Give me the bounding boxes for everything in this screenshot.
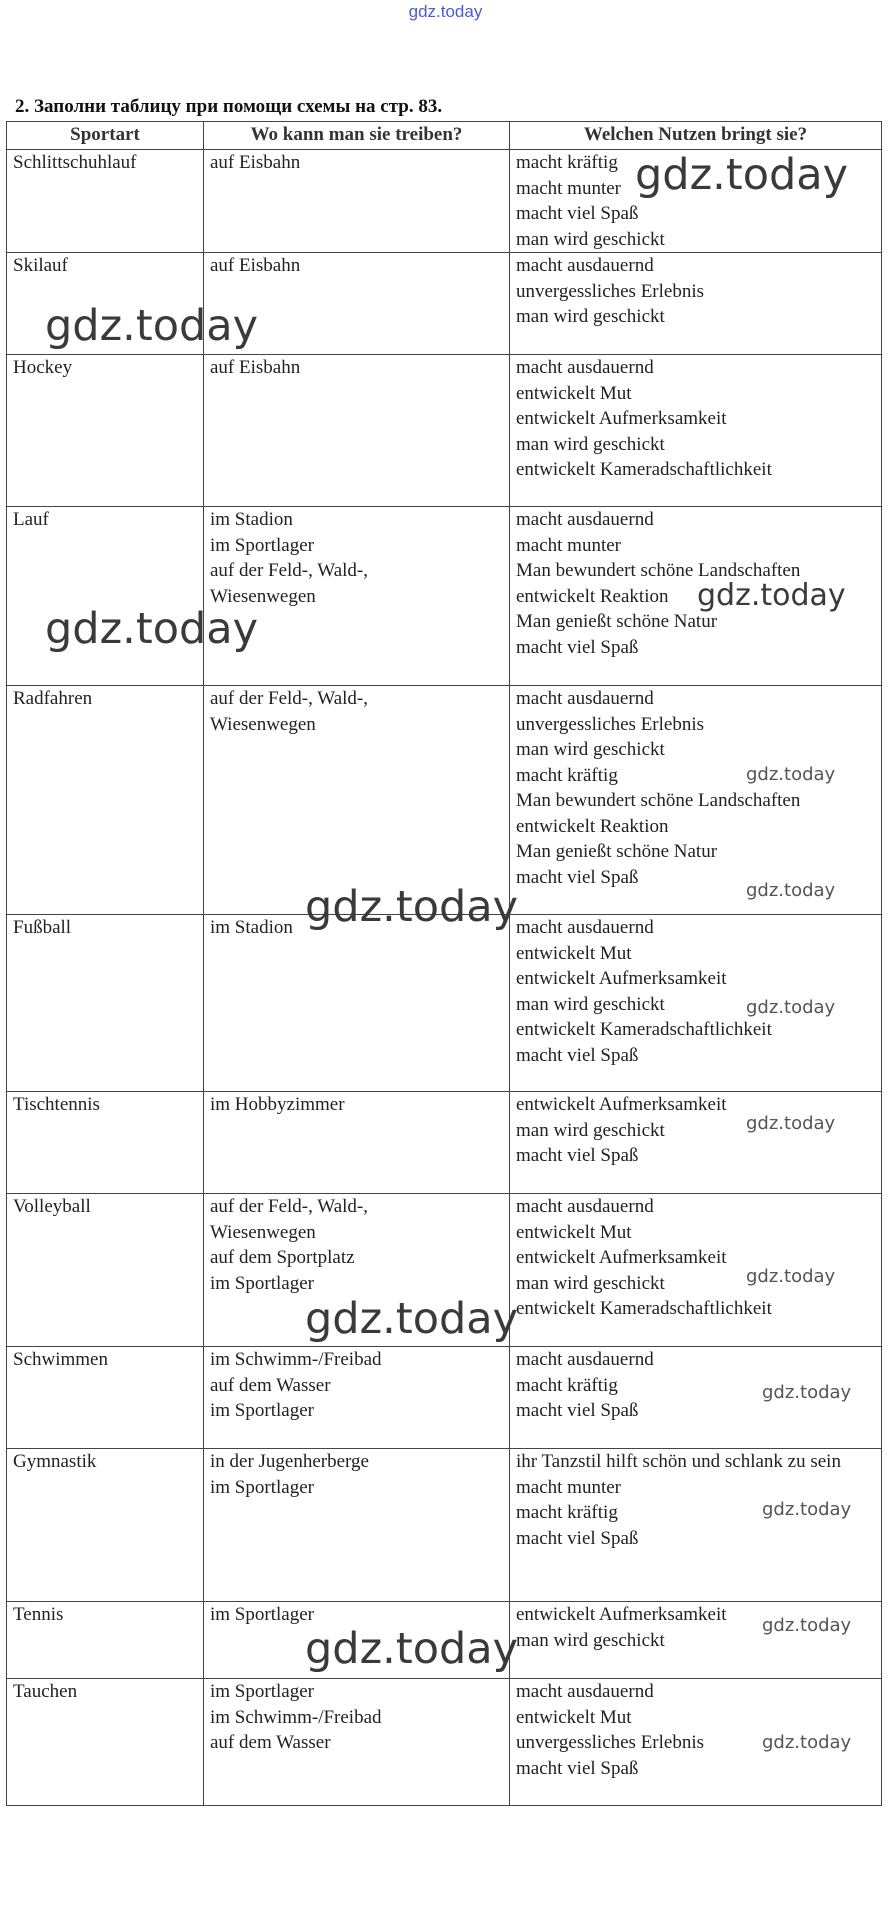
- where-line: auf der Feld-, Wald-,: [210, 560, 368, 581]
- benefit-line: man wird geschickt: [516, 1119, 665, 1141]
- table-row: [7, 355, 882, 507]
- benefit-line: entwickelt Mut: [516, 1706, 632, 1728]
- column-header-where: Wo kann man sie treiben?: [204, 122, 510, 150]
- benefit-line: macht munter: [516, 1476, 621, 1498]
- benefit-line: macht viel Spaß: [516, 1527, 639, 1549]
- watermark-text: gdz.today: [746, 764, 836, 785]
- top-watermark: gdz.today: [408, 2, 483, 21]
- benefit-line: man wird geschickt: [516, 1272, 665, 1294]
- table-row: [7, 1347, 882, 1449]
- sport-cell: [7, 915, 204, 1092]
- watermark-text: gdz.today: [697, 578, 846, 613]
- table-row: [7, 1602, 882, 1679]
- where-line: Wiesenwegen: [210, 585, 316, 607]
- where-line: im Stadion: [210, 917, 293, 938]
- where-cell: [204, 355, 510, 507]
- benefit-line: macht munter: [516, 534, 621, 556]
- sport-name: Hockey: [13, 357, 73, 378]
- where-line: im Schwimm-/Freibad: [210, 1349, 382, 1370]
- benefit-line: man wird geschickt: [516, 993, 665, 1015]
- table-row: [7, 686, 882, 915]
- benefit-line: man wird geschickt: [516, 1629, 665, 1651]
- where-cell: [204, 150, 510, 253]
- watermark-text: gdz.today: [45, 604, 259, 654]
- benefit-cell: [510, 355, 882, 507]
- where-cell: [204, 1347, 510, 1449]
- column-header-benefit: Welchen Nutzen bringt sie?: [510, 122, 882, 150]
- benefit-line: entwickelt Mut: [516, 942, 632, 964]
- sport-cell: [7, 150, 204, 253]
- sport-name: Tauchen: [13, 1681, 78, 1702]
- column-header-sport: Sportart: [7, 122, 204, 150]
- table-row: [7, 507, 882, 686]
- benefit-line: entwickelt Aufmerksamkeit: [516, 408, 727, 429]
- sport-cell: [7, 686, 204, 915]
- where-cell: [204, 253, 510, 355]
- sport-cell: [7, 1449, 204, 1602]
- where-cell: [204, 1194, 510, 1347]
- benefit-line: man wird geschickt: [516, 739, 665, 760]
- benefit-line: entwickelt Reaktion: [516, 815, 669, 837]
- where-cell: [204, 1602, 510, 1679]
- benefit-line: entwickelt Mut: [516, 382, 632, 404]
- watermark-text: gdz.today: [746, 1113, 836, 1134]
- where-cell: [204, 1449, 510, 1602]
- table-row: [7, 253, 882, 355]
- watermark-text: gdz.today: [746, 997, 836, 1018]
- benefit-line: entwickelt Aufmerksamkeit: [516, 1094, 727, 1115]
- benefit-line: macht viel Spaß: [516, 636, 639, 658]
- benefit-line: macht ausdauernd: [516, 255, 654, 276]
- benefit-line: unvergessliches Erlebnis: [516, 713, 705, 735]
- benefit-line: macht kräftig: [516, 764, 618, 786]
- benefit-line: entwickelt Aufmerksamkeit: [516, 1604, 727, 1625]
- benefit-cell: [510, 1602, 882, 1679]
- benefit-cell: [510, 1194, 882, 1347]
- benefit-cell: [510, 1449, 882, 1602]
- sport-name: Tischtennis: [13, 1094, 100, 1115]
- watermark-text: gdz.today: [746, 1266, 836, 1287]
- benefit-line: macht viel Spaß: [516, 1044, 639, 1066]
- watermark-text: gdz.today: [762, 1499, 852, 1520]
- benefit-line: Man bewundert schöne Landschaften: [516, 560, 801, 581]
- benefit-line: entwickelt Aufmerksamkeit: [516, 968, 727, 989]
- where-line: im Schwimm-/Freibad: [210, 1706, 382, 1728]
- benefit-cell: [510, 1092, 882, 1194]
- where-cell: [204, 915, 510, 1092]
- benefit-line: man wird geschickt: [516, 306, 665, 327]
- benefit-line: macht ausdauernd: [516, 917, 654, 938]
- watermark-text: gdz.today: [762, 1615, 852, 1636]
- where-line: im Sportlager: [210, 1476, 314, 1498]
- where-line: auf Eisbahn: [210, 255, 301, 276]
- benefit-line: unvergessliches Erlebnis: [516, 1732, 705, 1753]
- table-row: [7, 150, 882, 253]
- benefit-line: Man genießt schöne Natur: [516, 841, 718, 862]
- watermark-text: gdz.today: [762, 1382, 852, 1403]
- benefit-cell: [510, 915, 882, 1092]
- sport-name: Volleyball: [13, 1196, 91, 1217]
- benefit-line: macht munter: [516, 177, 621, 199]
- where-cell: [204, 1679, 510, 1806]
- where-line: im Stadion: [210, 509, 293, 530]
- where-line: im Sportlager: [210, 1681, 314, 1702]
- benefit-cell: [510, 1347, 882, 1449]
- table-row: [7, 1449, 882, 1602]
- benefit-line: macht viel Spaß: [516, 1757, 639, 1779]
- benefit-line: entwickelt Kameradschaftlichkeit: [516, 459, 772, 480]
- benefit-cell: [510, 507, 882, 686]
- benefit-cell: [510, 686, 882, 915]
- exercise-heading: 2. Заполни таблицу при помощи схемы на стр. 83.: [15, 96, 443, 117]
- where-line: im Sportlager: [210, 1400, 314, 1421]
- benefit-line: macht ausdauernd: [516, 357, 654, 378]
- benefit-line: macht viel Spaß: [516, 866, 639, 888]
- table-row: [7, 1194, 882, 1347]
- benefit-line: macht viel Spaß: [516, 1145, 639, 1166]
- watermark-text: gdz.today: [305, 1294, 519, 1344]
- benefit-line: entwickelt Reaktion: [516, 585, 669, 607]
- where-line: im Sportlager: [210, 1272, 314, 1294]
- sport-table: [6, 121, 882, 1806]
- where-line: auf dem Wasser: [210, 1732, 331, 1753]
- benefit-line: ihr Tanzstil hilft schön und schlank zu sein: [516, 1451, 841, 1472]
- where-cell: [204, 686, 510, 915]
- table-body: [7, 150, 882, 1806]
- watermark-text: gdz.today: [45, 301, 259, 351]
- watermark-text: gdz.today: [635, 150, 849, 200]
- benefit-line: Man genießt schöne Natur: [516, 611, 718, 632]
- benefit-line: macht ausdauernd: [516, 688, 654, 709]
- table-row: [7, 1092, 882, 1194]
- benefit-line: macht ausdauernd: [516, 1681, 654, 1702]
- watermark-text: gdz.today: [305, 1624, 519, 1674]
- benefit-line: macht ausdauernd: [516, 1196, 654, 1217]
- benefit-line: macht ausdauernd: [516, 509, 654, 530]
- where-line: auf dem Sportplatz: [210, 1247, 355, 1268]
- benefit-line: macht viel Spaß: [516, 1400, 639, 1421]
- where-line: Wiesenwegen: [210, 1221, 316, 1243]
- sport-cell: [7, 1092, 204, 1194]
- sport-cell: [7, 355, 204, 507]
- sport-name: Schlittschuhlauf: [13, 152, 137, 173]
- benefit-line: macht ausdauernd: [516, 1349, 654, 1370]
- where-line: Wiesenwegen: [210, 713, 316, 735]
- table-header-row: [7, 122, 882, 150]
- where-cell: [204, 1092, 510, 1194]
- where-line: auf der Feld-, Wald-,: [210, 1196, 368, 1217]
- where-line: auf Eisbahn: [210, 152, 301, 173]
- sport-name: Lauf: [13, 509, 49, 530]
- sport-cell: [7, 1602, 204, 1679]
- benefit-line: entwickelt Mut: [516, 1221, 632, 1243]
- where-line: auf der Feld-, Wald-,: [210, 688, 368, 709]
- sport-name: Schwimmen: [13, 1349, 108, 1370]
- benefit-line: Man bewundert schöne Landschaften: [516, 790, 801, 811]
- sport-name: Fußball: [13, 917, 72, 938]
- table-row: [7, 915, 882, 1092]
- sport-name: Gymnastik: [13, 1451, 97, 1472]
- benefit-line: macht viel Spaß: [516, 203, 639, 224]
- benefit-cell: [510, 1679, 882, 1806]
- benefit-line: unvergessliches Erlebnis: [516, 280, 705, 302]
- benefit-line: entwickelt Kameradschaftlichkeit: [516, 1019, 772, 1040]
- where-line: auf dem Wasser: [210, 1374, 331, 1396]
- benefit-line: macht kräftig: [516, 152, 618, 173]
- sport-cell: [7, 1347, 204, 1449]
- where-line: in der Jugenherberge: [210, 1451, 369, 1472]
- sport-cell: [7, 1679, 204, 1806]
- benefit-cell: [510, 253, 882, 355]
- sport-name: Skilauf: [13, 255, 68, 276]
- benefit-line: man wird geschickt: [516, 433, 665, 455]
- benefit-line: macht kräftig: [516, 1502, 618, 1523]
- sport-cell: [7, 1194, 204, 1347]
- watermark-text: gdz.today: [746, 880, 836, 901]
- table-row: [7, 1679, 882, 1806]
- where-line: im Hobbyzimmer: [210, 1094, 345, 1115]
- sport-cell: [7, 253, 204, 355]
- benefit-line: man wird geschickt: [516, 228, 665, 250]
- benefit-line: entwickelt Kameradschaftlichkeit: [516, 1298, 772, 1319]
- watermark-text: gdz.today: [305, 882, 519, 932]
- where-cell: [204, 507, 510, 686]
- where-line: im Sportlager: [210, 1604, 314, 1625]
- watermark-text: gdz.today: [762, 1732, 852, 1753]
- sport-name: Radfahren: [13, 688, 93, 709]
- benefit-line: macht kräftig: [516, 1374, 618, 1396]
- where-line: im Sportlager: [210, 534, 314, 556]
- where-line: auf Eisbahn: [210, 357, 301, 378]
- sport-cell: [7, 507, 204, 686]
- benefit-line: entwickelt Aufmerksamkeit: [516, 1247, 727, 1268]
- sport-name: Tennis: [13, 1604, 64, 1625]
- benefit-cell: [510, 150, 882, 253]
